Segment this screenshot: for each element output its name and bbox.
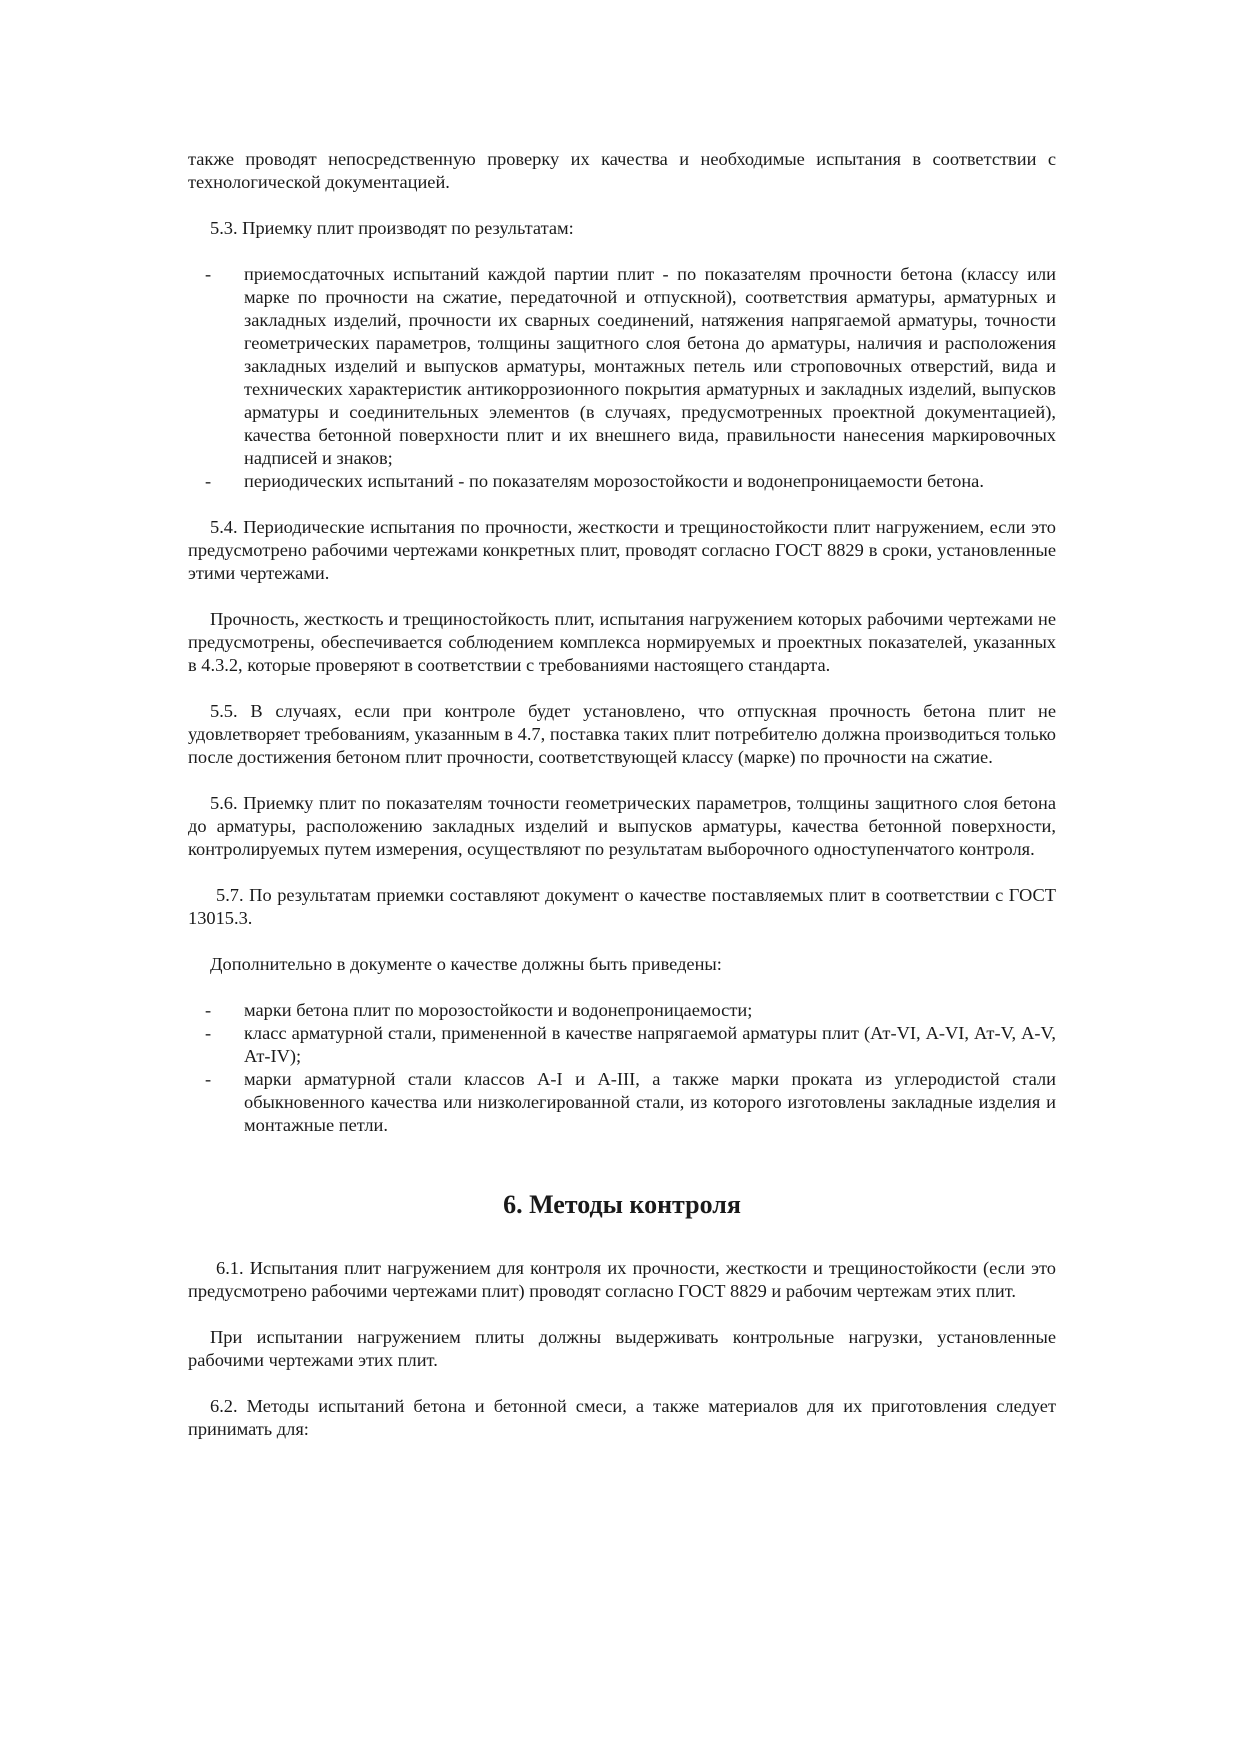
- list-item-text: марки арматурной стали классов А-I и А-III, а также марки проката из углеродистой стали обыкновенного качества или низколегированной стали, из которого изготовлены закладные изделия и монтажные петли.: [244, 1069, 1056, 1135]
- bullet-dash: -: [205, 264, 212, 284]
- list-item: [188, 470, 1056, 493]
- clause-5-4: 5.4. Периодические испытания по прочности, жесткости и трещиностойкости плит нагружением, если это предусмотрено рабочими чертежами конкретных плит, проводят согласно ГОСТ 8829 в сроки, установленные этими чертежами.: [188, 517, 1056, 583]
- clause-5-7-list: [188, 999, 1056, 1137]
- clause-5-6: 5.6. Приемку плит по показателям точности геометрических параметров, толщины защитного слоя бетона до арматуры, расположению закладных изделий и выпусков арматуры, качества бетонной поверхности, контролируемых путем измерения, осуществляют по результатам выборочного одноступенчатого контроля.: [188, 793, 1056, 859]
- list-item: [188, 1068, 1056, 1137]
- clause-6-1-continuation: При испытании нагружением плиты должны выдерживать контрольные нагрузки, установленные рабочими чертежами этих плит.: [188, 1327, 1056, 1370]
- clause-5-7-additional: Дополнительно в документе о качестве должны быть приведены:: [210, 954, 722, 974]
- bullet-dash: -: [205, 1023, 212, 1043]
- clause-6-1: 6.1. Испытания плит нагружением для контроля их прочности, жесткости и трещиностойкости (если это предусмотрено рабочими чертежами плит) проводят согласно ГОСТ 8829 и рабочим чертежам этих плит.: [188, 1258, 1056, 1301]
- list-item-text: марки бетона плит по морозостойкости и водонепроницаемости;: [244, 1000, 753, 1020]
- clause-6-2: 6.2. Методы испытаний бетона и бетонной смеси, а также материалов для их приготовления следует принимать для:: [188, 1396, 1056, 1439]
- bullet-dash: -: [205, 471, 212, 491]
- list-item: [188, 999, 1056, 1022]
- clause-5-3-list: [188, 263, 1056, 493]
- section-title: 6. Методы контроля: [503, 1190, 741, 1219]
- bullet-dash: -: [205, 1069, 212, 1089]
- list-item: [188, 1022, 1056, 1068]
- clause-5-5: 5.5. В случаях, если при контроле будет установлено, что отпускная прочность бетона плит не удовлетворяет требованиям, указанным в 4.7, поставка таких плит потребителю должна производиться только после достижения бетоном плит прочности, соответствующей классу (марке) по прочности на сжатие.: [188, 701, 1056, 767]
- document-page: [188, 148, 1056, 1441]
- bullet-dash: -: [205, 1000, 212, 1020]
- list-item-text: периодических испытаний - по показателям морозостойкости и водонепроницаемости бетона.: [244, 471, 984, 491]
- clause-5-3: 5.3. Приемку плит производят по результатам:: [210, 218, 574, 238]
- list-item-text: приемосдаточных испытаний каждой партии плит - по показателям прочности бетона (классу или марке по прочности на сжатие, передаточной и отпускной), соответствия арматуры, арматурных и закладных изделий, прочности их сварных соединений, натяжения напрягаемой арматуры, точности геометрических параметров, толщины защитного слоя бетона до арматуры, наличия и расположения закладных изделий и выпусков арматуры, монтажных петель или строповочных отверстий, вида и технических характеристик антикоррозионного покрытия арматурных и закладных изделий, выпусков арматуры и соединительных элементов (в случаях, предусмотренных проектной документацией), качества бетонной поверхности плит и их внешнего вида, правильности нанесения маркировочных надписей и знаков;: [244, 264, 1056, 468]
- clause-5-7: 5.7. По результатам приемки составляют документ о качестве поставляемых плит в соответствии с ГОСТ 13015.3.: [188, 885, 1056, 928]
- list-item: [188, 263, 1056, 470]
- clause-5-4-continuation: Прочность, жесткость и трещиностойкость плит, испытания нагружением которых рабочими чертежами не предусмотрены, обеспечивается соблюдением комплекса нормируемых и проектных показателей, указанных в 4.3.2, которые проверяют в соответствии с требованиями настоящего стандарта.: [188, 609, 1056, 675]
- paragraph-continuation: также проводят непосредственную проверку их качества и необходимые испытания в соответствии с технологической документацией.: [188, 149, 1056, 192]
- list-item-text: класс арматурной стали, примененной в качестве напрягаемой арматуры плит (Ат-VI, А-VI, Ат-V, А-V, Ат-IV);: [244, 1023, 1056, 1066]
